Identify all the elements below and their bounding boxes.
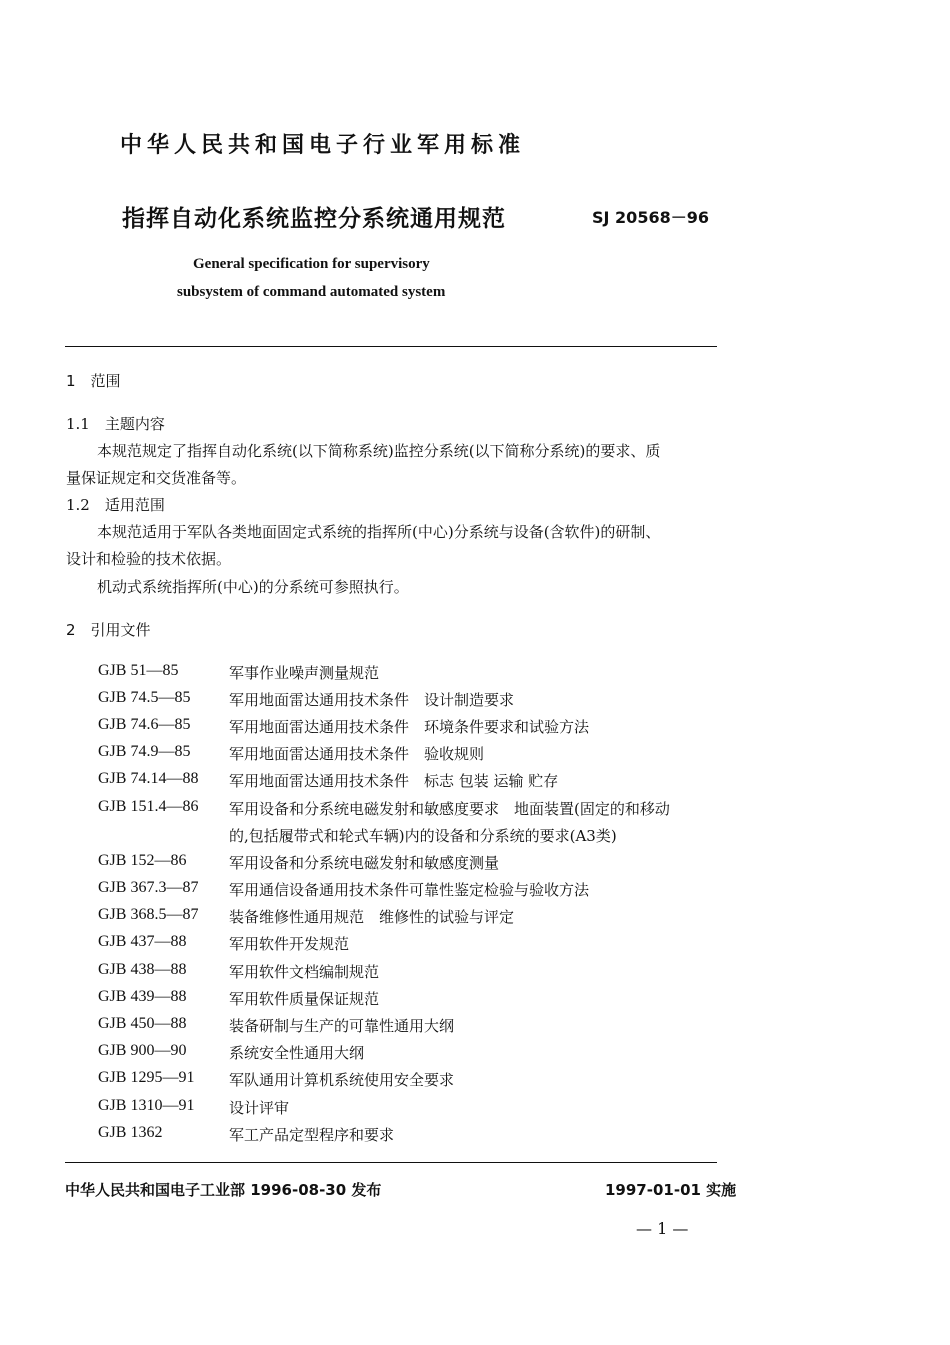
ref-code: GJB 900—90 [98, 1042, 187, 1059]
ref-code: GJB 51—85 [98, 662, 179, 679]
ref-code: GJB 74.5—85 [98, 689, 191, 706]
standard-header: 中华人民共和国电子行业军用标准 [120, 133, 526, 158]
ref-title: 军队通用计算机系统使用安全要求 [229, 1071, 455, 1089]
ref-title: 军用地面雷达通用技术条件 验收规则 [229, 745, 485, 763]
standard-code: SJ 20568－96 [592, 208, 709, 227]
document-title: 指挥自动化系统监控分系统通用规范 [122, 206, 506, 232]
ref-code: GJB 1362 [98, 1124, 163, 1141]
ref-title: 军用设备和分系统电磁发射和敏感度测量 [229, 854, 500, 872]
english-title-line-1: General specification for supervisory [193, 256, 430, 272]
ref-code: GJB 450—88 [98, 1015, 187, 1032]
section-1-1-heading: 1.1 主题内容 [66, 415, 165, 433]
ref-code: GJB 1310—91 [98, 1097, 195, 1114]
top-divider [65, 346, 717, 347]
section-1-2-paragraph-line-1: 本规范适用于军队各类地面固定式系统的指挥所(中心)分系统与设备(含软件)的研制、 [97, 523, 661, 541]
section-1-1-paragraph-line-2: 量保证规定和交货准备等。 [66, 469, 247, 487]
ref-code: GJB 438—88 [98, 961, 187, 978]
ref-title: 装备研制与生产的可靠性通用大纲 [229, 1017, 455, 1035]
ref-code: GJB 1295—91 [98, 1069, 195, 1086]
section-1-2-paragraph-line-2: 设计和检验的技术依据。 [66, 550, 232, 568]
ref-code: GJB 439—88 [98, 988, 187, 1005]
ref-title: 系统安全性通用大纲 [229, 1044, 365, 1062]
section-1-2-heading: 1.2 适用范围 [66, 496, 165, 514]
section-1-1-paragraph-line-1: 本规范规定了指挥自动化系统(以下简称系统)监控分系统(以下简称分系统)的要求、质 [97, 442, 661, 460]
ref-title: 军工产品定型程序和要求 [229, 1126, 395, 1144]
ref-title: 军用地面雷达通用技术条件 设计制造要求 [229, 691, 515, 709]
ref-title: 军用设备和分系统电磁发射和敏感度要求 地面装置(固定的和移动 [229, 800, 670, 818]
ref-code: GJB 74.6—85 [98, 716, 191, 733]
bottom-divider [65, 1162, 717, 1163]
ref-title: 军用地面雷达通用技术条件 环境条件要求和试验方法 [229, 718, 590, 736]
issue-date: 中华人民共和国电子工业部 1996-08-30 发布 [65, 1181, 382, 1199]
ref-title: 军用地面雷达通用技术条件 标志 包装 运输 贮存 [229, 772, 559, 790]
english-title-line-2: subsystem of command automated system [177, 284, 446, 300]
section-1-heading: 1 范围 [66, 372, 121, 390]
ref-title: 军用软件质量保证规范 [229, 990, 380, 1008]
ref-title-continuation: 的,包括履带式和轮式车辆)内的设备和分系统的要求(A3类) [229, 827, 617, 845]
ref-code: GJB 74.14—88 [98, 770, 199, 787]
ref-code: GJB 151.4—86 [98, 798, 199, 815]
section-1-2-paragraph-2: 机动式系统指挥所(中心)的分系统可参照执行。 [97, 578, 409, 596]
effective-date: 1997-01-01 实施 [605, 1181, 737, 1199]
ref-title: 军用软件开发规范 [229, 935, 350, 953]
ref-code: GJB 152—86 [98, 852, 187, 869]
ref-code: GJB 74.9—85 [98, 743, 191, 760]
ref-title: 军事作业噪声测量规范 [229, 664, 380, 682]
ref-code: GJB 437—88 [98, 933, 187, 950]
ref-title: 装备维修性通用规范 维修性的试验与评定 [229, 908, 515, 926]
ref-code: GJB 367.3—87 [98, 879, 199, 896]
ref-title: 军用软件文档编制规范 [229, 963, 380, 981]
ref-code: GJB 368.5—87 [98, 906, 199, 923]
section-2-heading: 2 引用文件 [66, 621, 151, 639]
ref-title: 设计评审 [229, 1099, 290, 1117]
page-number: — 1 — [636, 1219, 689, 1238]
ref-title: 军用通信设备通用技术条件可靠性鉴定检验与验收方法 [229, 881, 590, 899]
